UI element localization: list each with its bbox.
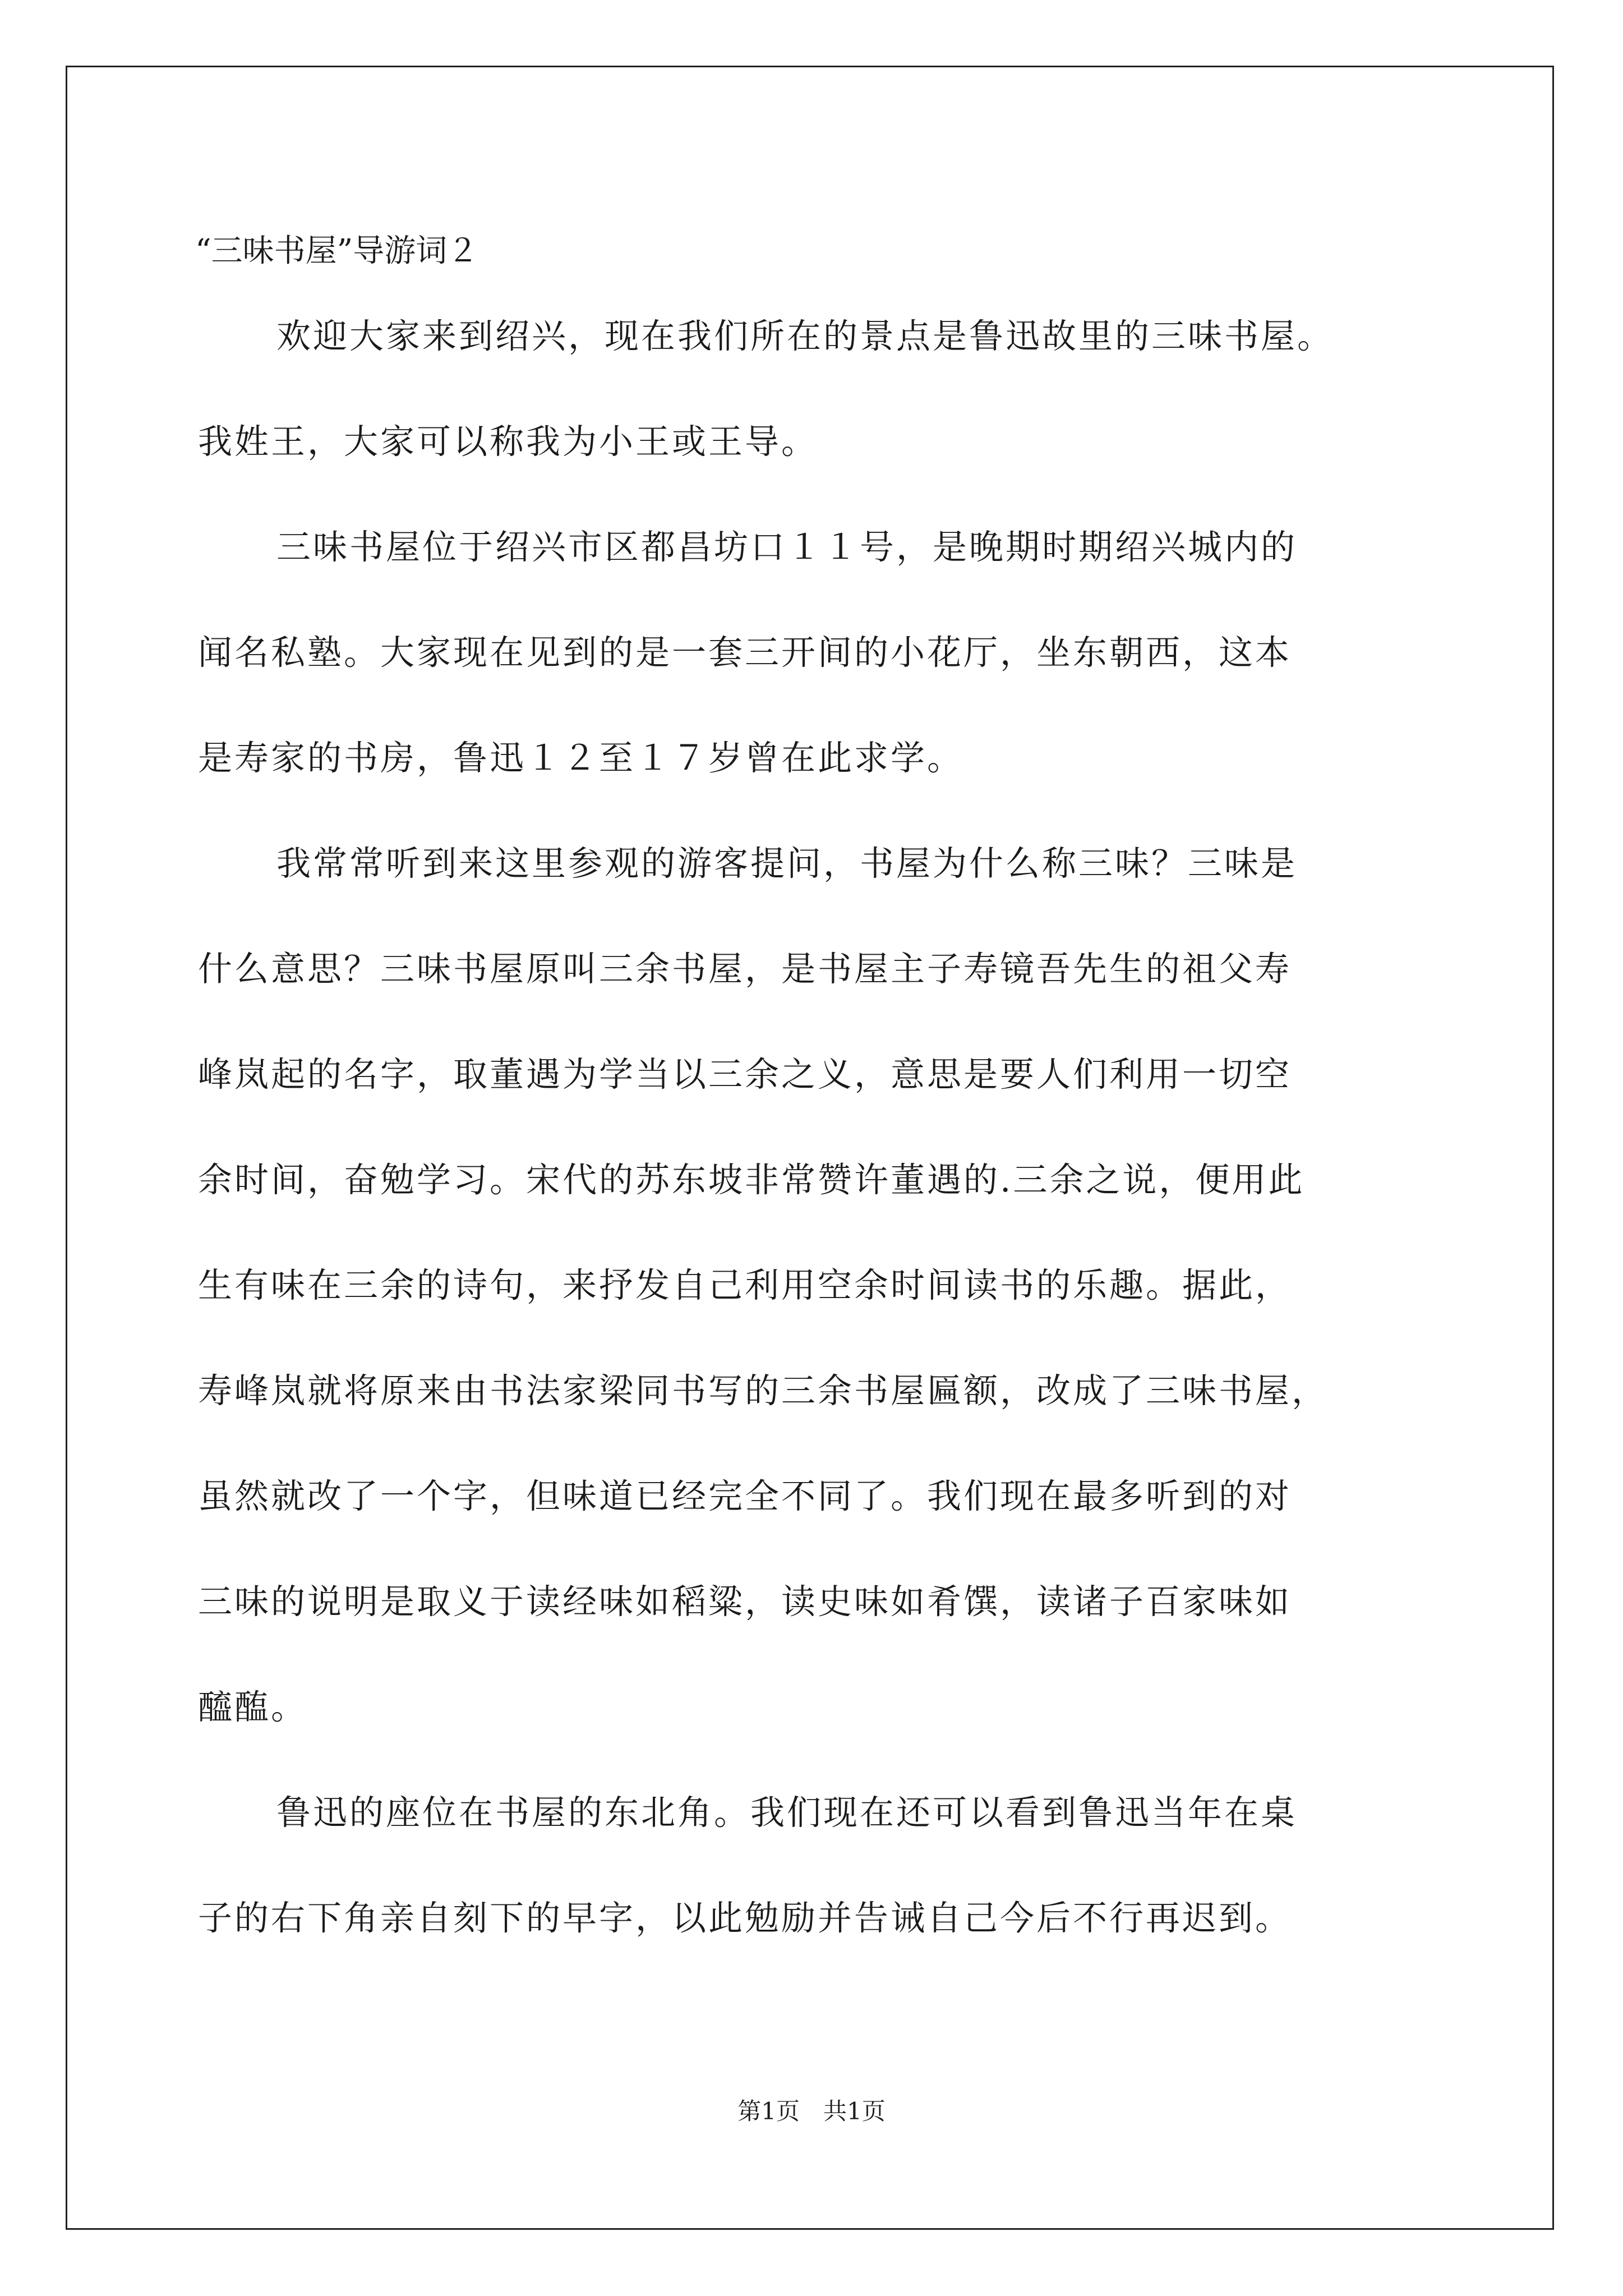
text-line: 寿峰岚就将原来由书法家梁同书写的三余书屋匾额，改成了三味书屋， (198, 1371, 1329, 1411)
text-line: 是寿家的书房，鲁迅１２至１７岁曾在此求学。 (198, 738, 964, 778)
text-line: 醯醢。 (198, 1687, 308, 1727)
text-line: 虽然就改了一个字，但味道已经完全不同了。我们现在最多听到的对 (198, 1476, 1292, 1516)
paragraph-location (198, 495, 1432, 811)
document-body (198, 284, 1432, 1971)
paragraph-name-origin (198, 811, 1432, 1760)
text-line: 我常常听到来这里参观的游客提问，书屋为什么称三味？三味是 (276, 844, 1298, 884)
text-line: 闻名私塾。大家现在见到的是一套三开间的小花厅，坐东朝西，这本 (198, 633, 1292, 673)
text-line: 子的右下角亲自刻下的早字，以此勉励并告诫自己今后不行再迟到。 (198, 1898, 1292, 1938)
document-title: “三味书屋”导游词２ (195, 233, 479, 269)
text-line: 鲁迅的座位在书屋的东北角。我们现在还可以看到鲁迅当年在桌 (276, 1793, 1298, 1833)
text-line: 什么意思？三味书屋原叫三余书屋，是书屋主子寿镜吾先生的祖父寿 (198, 949, 1292, 989)
text-line: 余时间，奋勉学习。宋代的苏东坡非常赞许董遇的.三余之说，便用此 (198, 1160, 1305, 1200)
text-line: 峰岚起的名字，取董遇为学当以三余之义，意思是要人们利用一切空 (198, 1055, 1292, 1094)
text-line: 三味的说明是取义于读经味如稻粱，读史味如肴馔，读诸子百家味如 (198, 1582, 1292, 1622)
paragraph-seat (198, 1760, 1432, 1971)
text-line: 生有味在三余的诗句，来抒发自己利用空余时间读书的乐趣。据此， (198, 1266, 1292, 1305)
page-footer: 第1页 共1页 (737, 2097, 886, 2125)
text-line: 三味书屋位于绍兴市区都昌坊口１１号，是晚期时期绍兴城内的 (276, 527, 1298, 567)
paragraph-welcome (198, 284, 1432, 495)
text-line: 欢迎大家来到绍兴，现在我们所在的景点是鲁迅故里的三味书屋。 (276, 316, 1334, 356)
text-line: 我姓王，大家可以称我为小王或王导。 (198, 422, 818, 462)
